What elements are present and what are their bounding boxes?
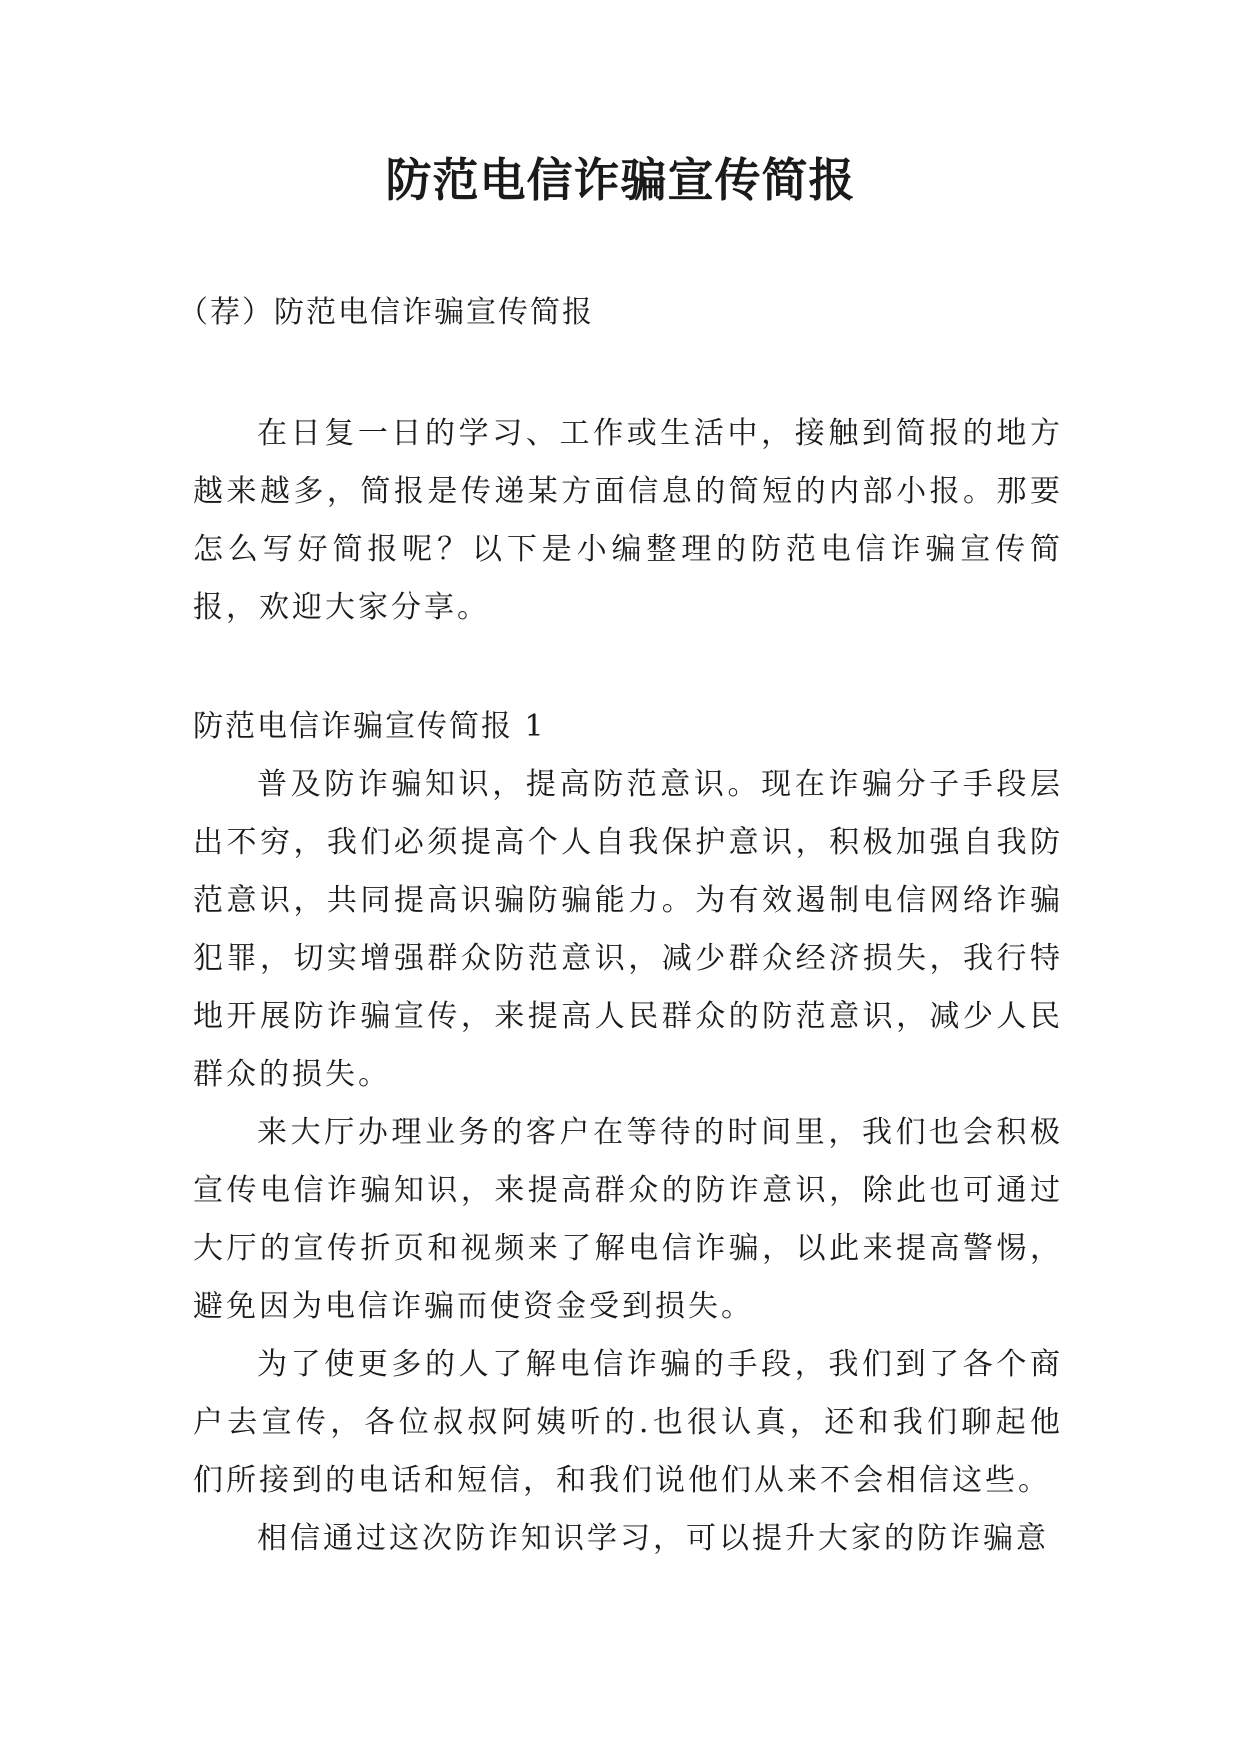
body-paragraph: 相信通过这次防诈知识学习，可以提升大家的防诈骗意	[257, 1521, 1049, 1556]
body-paragraph: 为了使更多的人了解电信诈骗的手段，我们到了各个商户去宣传，各位叔叔阿姨听的.也很认真，还和我们聊起他们所接到的电话和短信，和我们说他们从来不会相信这些。	[193, 1347, 1063, 1498]
intro-paragraph: 在日复一日的学习、工作或生活中，接触到简报的地方越来越多，简报是传递某方面信息的简短的内部小报。那要怎么写好简报呢？以下是小编整理的防范电信诈骗宣传简报，欢迎大家分享。	[193, 416, 1063, 625]
body-paragraph: 普及防诈骗知识，提高防范意识。现在诈骗分子手段层出不穷，我们必须提高个人自我保护意识，积极加强自我防范意识，共同提高识骗防骗能力。为有效遏制电信网络诈骗犯罪，切实增强群众防范意识，减少群众经济损失，我行特地开展防诈骗宣传，来提高人民群众的防范意识，减少人民群众的损失。	[193, 767, 1063, 1092]
document-title: 防范电信诈骗宣传简报	[385, 153, 856, 207]
section-body	[193, 756, 1063, 1568]
section-heading: 防范电信诈骗宣传简报 1	[193, 709, 546, 744]
document-subtitle: （荐）防范电信诈骗宣传简报	[178, 295, 594, 330]
body-paragraph: 来大厅办理业务的客户在等待的时间里，我们也会积极宣传电信诈骗知识，来提高群众的防诈意识，除此也可通过大厅的宣传折页和视频来了解电信诈骗，以此来提高警惕，避免因为电信诈骗而使资金受到损失。	[193, 1115, 1063, 1324]
